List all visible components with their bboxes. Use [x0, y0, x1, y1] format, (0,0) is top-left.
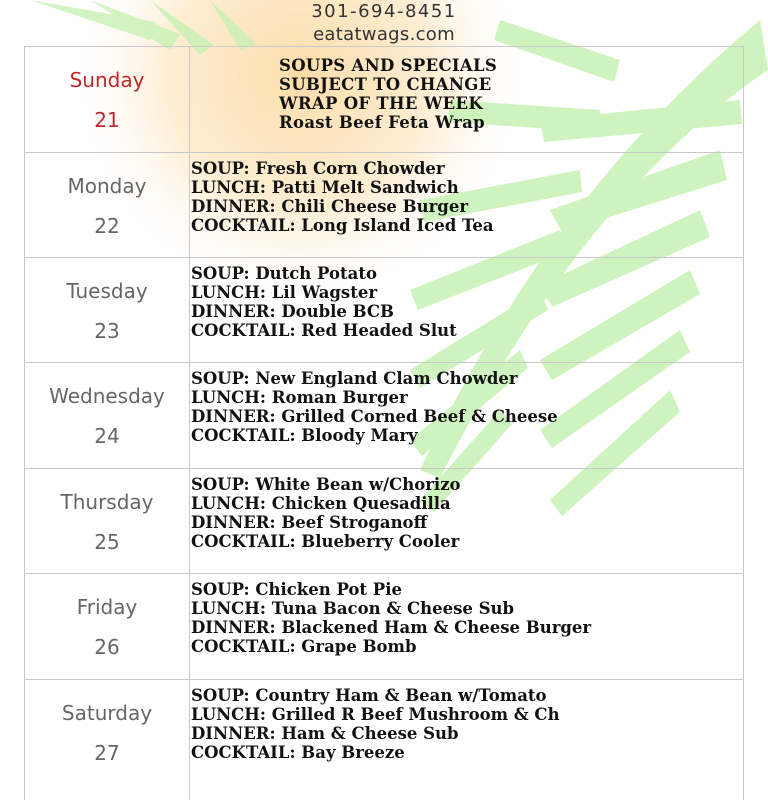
day-cell: [24, 258, 190, 364]
cocktail-item: COCKTAIL: Bay Breeze: [191, 743, 405, 762]
phone-number: 301-694-8451: [311, 1, 457, 22]
menu-items: [191, 580, 736, 656]
day-date: 25: [94, 530, 120, 554]
cocktail-item: COCKTAIL: Grape Bomb: [191, 637, 417, 656]
dinner-item: DINNER: Double BCB: [191, 302, 395, 321]
dinner-item: DINNER: Chili Cheese Burger: [191, 197, 469, 216]
website-address: eatatwags.com: [313, 24, 455, 45]
tuesday-row: [24, 257, 744, 364]
day-date: 27: [94, 741, 120, 765]
day-name: Thursday: [60, 490, 154, 514]
day-name: Friday: [76, 595, 138, 619]
day-date: 26: [94, 635, 120, 659]
day-cell: [24, 574, 190, 680]
dinner-item: DINNER: Blackened Ham & Cheese Burger: [191, 618, 592, 637]
day-name: Tuesday: [66, 279, 148, 303]
lunch-item: LUNCH: Grilled R Beef Mushroom & Ch: [191, 705, 560, 724]
soup-item: SOUP: Chicken Pot Pie: [191, 580, 402, 599]
cocktail-item: COCKTAIL: Long Island Iced Tea: [191, 216, 494, 235]
wednesday-row: [24, 362, 744, 469]
day-date: 22: [94, 214, 120, 238]
day-cell: [24, 469, 190, 575]
menu-items: [191, 686, 736, 762]
soup-item: SOUP: White Bean w/Chorizo: [191, 475, 461, 494]
lunch-item: LUNCH: Tuna Bacon & Cheese Sub: [191, 599, 515, 618]
dinner-item: DINNER: Ham & Cheese Sub: [191, 724, 459, 743]
soup-item: SOUP: Dutch Potato: [191, 264, 377, 283]
monday-row: [24, 152, 744, 259]
day-cell: [24, 363, 190, 469]
thursday-row: [24, 468, 744, 575]
soup-item: SOUP: Country Ham & Bean w/Tomato: [191, 686, 547, 705]
day-cell: [24, 47, 190, 153]
specials-note-line: WRAP OF THE WEEK: [279, 94, 484, 113]
menu-items: [191, 159, 736, 235]
dinner-item: DINNER: Grilled Corned Beef & Cheese: [191, 407, 558, 426]
day-date: 23: [94, 319, 120, 343]
cocktail-item: COCKTAIL: Blueberry Cooler: [191, 532, 460, 551]
wrap-of-week: Roast Beef Feta Wrap: [279, 113, 485, 132]
day-name: Saturday: [61, 701, 153, 725]
day-name: Sunday: [69, 68, 145, 92]
lunch-item: LUNCH: Roman Burger: [191, 388, 408, 407]
menu-items: [191, 264, 736, 340]
specials-note: [279, 56, 579, 132]
day-name: Monday: [67, 174, 147, 198]
lunch-item: LUNCH: Chicken Quesadilla: [191, 494, 451, 513]
dinner-item: DINNER: Beef Stroganoff: [191, 513, 428, 532]
day-date: 24: [94, 424, 120, 448]
day-cell: [24, 680, 190, 800]
soup-item: SOUP: New England Clam Chowder: [191, 369, 518, 388]
cocktail-item: COCKTAIL: Bloody Mary: [191, 426, 418, 445]
sunday-row: [24, 46, 744, 153]
menu-items: [191, 369, 736, 445]
friday-row: [24, 573, 744, 680]
day-date: 21: [94, 108, 120, 132]
day-cell: [24, 153, 190, 259]
specials-note-line: SUBJECT TO CHANGE: [279, 75, 492, 94]
menu-items: [191, 475, 736, 551]
cocktail-item: COCKTAIL: Red Headed Slut: [191, 321, 457, 340]
lunch-item: LUNCH: Patti Melt Sandwich: [191, 178, 459, 197]
specials-note-line: SOUPS AND SPECIALS: [279, 56, 498, 75]
lunch-item: LUNCH: Lil Wagster: [191, 283, 378, 302]
saturday-row: [24, 679, 744, 800]
soup-item: SOUP: Fresh Corn Chowder: [191, 159, 445, 178]
day-name: Wednesday: [49, 384, 165, 408]
